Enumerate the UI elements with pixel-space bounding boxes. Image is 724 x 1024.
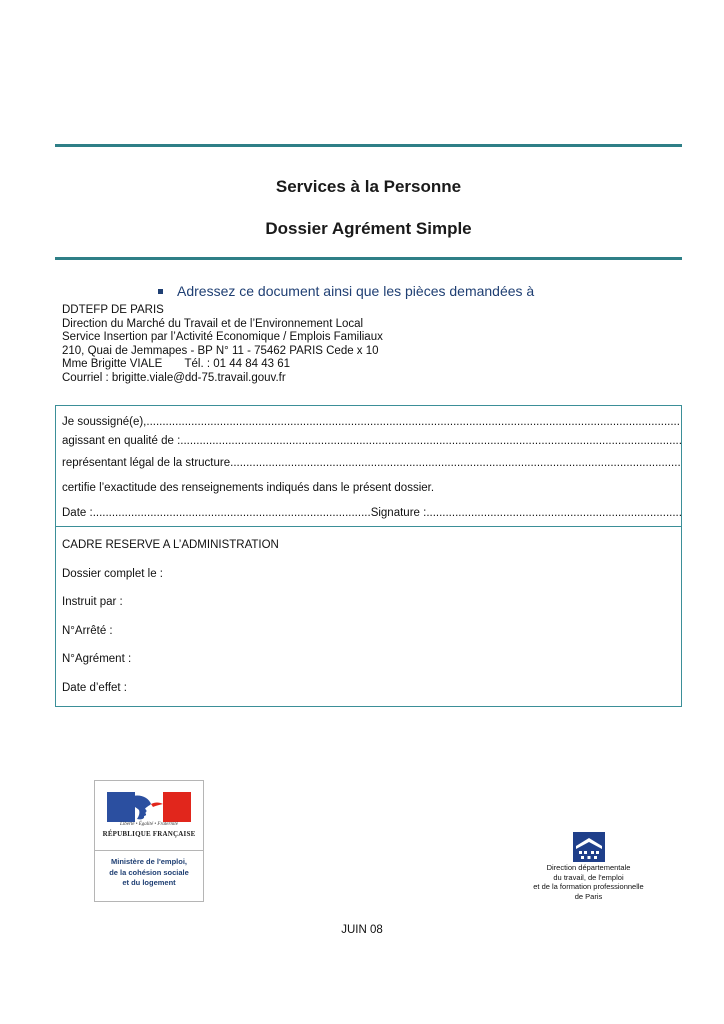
signature-fill-line[interactable]	[426, 507, 681, 519]
undersigned-label: Je soussigné(e),	[62, 416, 147, 428]
admin-field-dossier-complet: Dossier complet le :	[62, 568, 163, 580]
ddtefp-line: et de la formation professionnelle	[533, 882, 644, 891]
undersigned-fill-line[interactable]	[146, 416, 681, 428]
instruction-text: Adressez ce document ainsi que les pièces demandées à	[177, 283, 535, 299]
ministry-name	[95, 857, 203, 889]
capacity-label: agissant en qualité de :	[62, 435, 181, 447]
ministry-line: Ministère de l'emploi,	[111, 857, 187, 866]
admin-field-agrement: N°Agrément :	[62, 653, 132, 665]
capacity-fill-line[interactable]	[180, 435, 681, 447]
marianne-flag-icon	[107, 792, 191, 822]
address-line: Direction du Marché du Travail et de l’Environnement Local	[62, 317, 364, 330]
admin-field-arrete: N°Arrêté :	[62, 625, 113, 637]
date-label: Date :	[62, 507, 93, 519]
instruction-line	[158, 283, 534, 299]
ministry-line: de la cohésion sociale	[109, 867, 189, 877]
declaration-box	[55, 405, 682, 527]
ddtefp-line: Direction départementale	[546, 863, 631, 872]
top-rule	[55, 144, 682, 147]
date-signature-row[interactable]	[62, 507, 681, 519]
admin-field-instruit-par: Instruit par :	[62, 596, 123, 608]
address-line: Courriel : brigitte.viale@dd-75.travail.gouv.fr	[62, 371, 286, 384]
admin-box	[55, 526, 682, 707]
undersigned-row[interactable]	[62, 416, 681, 428]
ddtefp-name	[523, 863, 654, 901]
address-line: Mme Brigitte VIALE Tél. : 01 44 84 43 61	[62, 358, 290, 371]
address-block	[62, 304, 383, 386]
capacity-row[interactable]	[62, 435, 681, 447]
ddtefp-line: du travail, de l'emploi	[553, 872, 624, 882]
representative-fill-line[interactable]	[230, 457, 681, 469]
address-line: Service Insertion par l’Activité Economique / Emplois Familiaux	[62, 331, 383, 344]
representative-label: représentant légal de la structure	[62, 457, 231, 469]
page-title: Services à la Personne	[275, 177, 462, 196]
ddtefp-logo	[523, 832, 654, 901]
ddtefp-emblem-icon	[573, 832, 605, 862]
admin-heading: CADRE RESERVE A L’ADMINISTRATION	[62, 539, 279, 551]
signature-label: Signature :	[370, 507, 427, 519]
admin-field-date-effet: Date d’effet :	[62, 682, 127, 694]
address-line: DDTEFP DE PARIS	[62, 304, 164, 316]
footer-date: JUIN 08	[341, 924, 383, 936]
title-bottom-rule	[55, 257, 682, 260]
republique-motto: Liberté • Égalité • Fraternité	[120, 822, 178, 827]
page-subtitle: Dossier Agrément Simple	[265, 219, 472, 238]
ministry-line: et du logement	[122, 878, 176, 887]
republique-francaise-logo	[94, 780, 204, 902]
address-line: 210, Quai de Jemmapes - BP N° 11 - 75462 PARIS Cede x 10	[62, 344, 379, 357]
representative-row[interactable]	[62, 457, 681, 469]
logo-divider	[95, 850, 203, 851]
ddtefp-line: de Paris	[574, 891, 603, 901]
date-fill-line[interactable]	[93, 507, 371, 519]
certify-text: certifie l’exactitude des renseignements indiqués dans le présent dossier.	[62, 482, 435, 494]
republique-name: RÉPUBLIQUE FRANÇAISE	[102, 830, 196, 838]
square-bullet-icon	[158, 289, 163, 294]
